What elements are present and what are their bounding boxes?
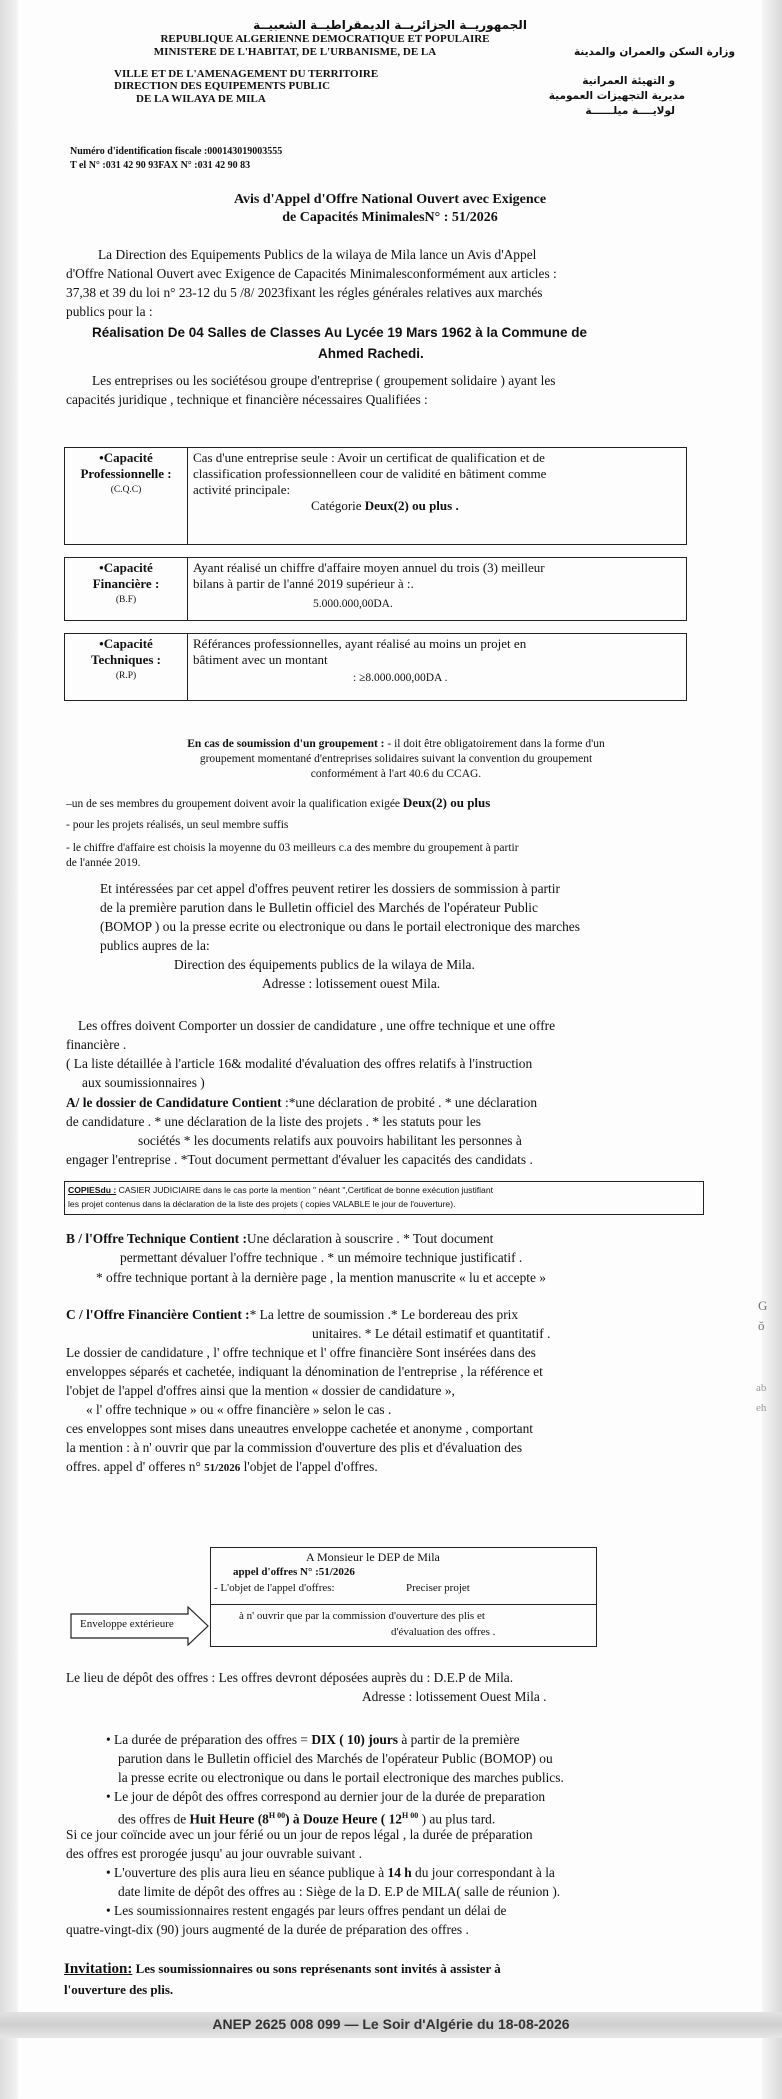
header-arabic-republic: الجمهوريــة الجزائريــة الديمقراطيــة الشعبيــة (253, 18, 527, 32)
ferie-line-2: des offres est prorogée jusqu' au jour ouvrable suivant . (66, 1846, 362, 1861)
dossier-line-3: sociétés * les documents relatifs aux pouvoirs habilitant les personnes à (138, 1133, 522, 1148)
envelope-reference: appel d'offres N° :51/2026 (233, 1566, 355, 1578)
header-arabic-ministry: وزارة السكن والعمران والمدينة (573, 46, 735, 58)
ferie-line-1: Si ce jour coïncide avec un jour férié ou un jour de repos légal , la durée de préparation (66, 1827, 533, 1842)
anep-reference: ANEP 2625 008 099 — Le Soir d'Algérie du 18-08-2026 (212, 2016, 570, 2032)
intro-line-3: 37,38 et 39 du loi n° 23-12 du 5 /8/ 2023fixant les régles générales relatives aux marchés (66, 285, 543, 300)
capacity-text: activité principale: (193, 482, 291, 497)
capacity-row-financial (65, 558, 687, 621)
enveloppes-line-3: l'objet de l'appel d'offres ainsi que la mention « dossier de candidature », (66, 1383, 455, 1398)
retrait-address: Adresse : lotissement ouest Mila. (262, 976, 441, 991)
retrait-line-2: de la première parution dans le Bulletin officiel des Marchés de l'opérateur Public (100, 900, 538, 915)
outer-envelope-label: Enveloppe extérieure (80, 1618, 174, 1630)
capacity-code: (B.F) (115, 595, 137, 605)
capacity-code: (R.P) (115, 671, 137, 681)
delai-ouverture-line-2: date limite de dépôt des offres au : Siège de la D. E.P de MILA( salle de réunion ). (118, 1884, 561, 1899)
financiere-line-1: C / l'Offre Financière Contient :* La lettre de soumission .* Le bordereau des prix (66, 1307, 519, 1322)
margin-mark: ŏ (758, 1318, 765, 1333)
intro-line-4: publics pour la : (66, 304, 153, 319)
capacity-text: bilans à partir de l'anné 2019 supérieur à :. (193, 576, 414, 591)
copies-box (64, 1181, 704, 1215)
delai-preparation-line-2: parution dans le Bulletin officiel des Marchés de l'opérateur Public (BOMOP) ou (118, 1751, 553, 1766)
delai-engagement-line-2: quatre-vingt-dix (90) jours augmenté de la durée de préparation des offres . (66, 1922, 469, 1937)
dossier-line-1: A/ le dossier de Candidature Contient :*une déclaration de probité . * une déclaration (66, 1095, 538, 1110)
eligibility-line-2: capacités juridique , technique et financière nécessaires Qualifiées : (66, 392, 428, 407)
margin-mark: G (758, 1298, 768, 1313)
fiscal-id: Numéro d'identification fiscale :000143019003555 (70, 146, 283, 157)
project-commune: Ahmed Rachedi. (318, 346, 424, 361)
enveloppes-line-5: ces enveloppes sont mises dans uneautres enveloppe cachetée et anonyme , comportant (66, 1421, 534, 1436)
capacity-label: •Capacité (99, 636, 153, 651)
capacity-amount: : ≥8.000.000,00DA . (353, 672, 448, 684)
delai-depot: • Le jour de dépôt des offres correspond au dernier jour de la durée de preparation (106, 1789, 546, 1804)
enveloppes-line-4: « l' offre technique » ou « offre financière » selon le cas . (86, 1402, 392, 1417)
intro-line-1: La Direction des Equipements Publics de la wilaya de Mila lance un Avis d'Appel (98, 247, 537, 262)
page-edge-right (762, 0, 782, 2099)
dossier-line-4: engager l'entreprise . *Tout document permettant d'évaluer les capacités des candidats . (66, 1152, 533, 1167)
delai-ouverture: • L'ouverture des plis aura lieu en séance publique à 14 h du jour correspondant à la (106, 1865, 555, 1880)
capacity-label: •Capacité (99, 450, 153, 465)
intro-line-2: d'Offre National Ouvert avec Exigence de Capacités Minimalesconformément aux articles : (66, 266, 557, 281)
margin-mark: eh (756, 1402, 767, 1414)
capacity-row-professional (65, 448, 687, 545)
capacity-label: Techniques : (91, 652, 161, 667)
envelope-note-2: d'évaluation des offres . (391, 1626, 496, 1638)
header-wilaya: DE LA WILAYA DE MILA (136, 93, 266, 105)
technique-line-2: permettant dévaluer l'offre technique . * un mémoire technique justificatif . (120, 1250, 523, 1265)
eligibility-line-1: Les entreprises ou les sociétésou groupe d'entreprise ( groupement solidaire ) ayant les (92, 373, 556, 388)
capacity-row-technical (65, 634, 687, 701)
enveloppes-line-6: la mention : à n' ouvrir que par la commission d'ouverture des plis et d'évaluation des (66, 1440, 523, 1455)
capacity-text: Ayant réalisé un chiffre d'affaire moyen annuel du trois (3) meilleur (193, 560, 545, 575)
copies-line-2: les projet contenus dans la déclaration de la liste des projets ( copies VALABLE le jour de l'ouverture). (68, 1199, 456, 1209)
offres-line-1: Les offres doivent Comporter un dossier de candidature , une offre technique et une offre (78, 1018, 556, 1033)
invitation-line-1: Invitation: Les soumissionnaires ou sons représenants sont invités à assister à (64, 1961, 501, 1977)
envelope-divider (211, 1604, 596, 1605)
retrait-line-4: publics aupres de la: (100, 938, 210, 953)
groupement-line-3: conformément à l'art 40.6 du CCAG. (310, 768, 482, 780)
offres-line-3: ( La liste détaillée à l'article 16& modalité d'évaluation des offres relatifs à l'instruction (66, 1056, 533, 1071)
capacity-text: classification professionnelleen cour de validité en bâtiment comme (193, 466, 547, 481)
notice-number: de Capacités MinimalesN° : 51/2026 (282, 210, 498, 225)
header-republic: REPUBLIQUE ALGERIENNE DEMOCRATIQUE ET POPULAIRE (160, 33, 490, 45)
depot-address: Adresse : lotissement Ouest Mila . (362, 1689, 547, 1704)
delai-engagement: • Les soumissionnaires restent engagés par leurs offres pendant un délai de (106, 1903, 507, 1918)
capacity-label: Financière : (92, 576, 160, 591)
page-edge-left (0, 0, 18, 2099)
project-title: Réalisation De 04 Salles de Classes Au Lycée 19 Mars 1962 à la Commune de (92, 325, 587, 340)
retrait-direction: Direction des équipements publics de la wilaya de Mila. (174, 957, 475, 972)
enveloppes-line-7: offres. appel d' offeres n° 51/2026 l'objet de l'appel d'offres. (66, 1459, 378, 1474)
technique-line-1: B / l'Offre Technique Contient :Une déclaration à souscrire . * Tout document (66, 1231, 494, 1246)
enveloppes-line-1: Le dossier de candidature , l' offre technique et l' offre financière Sont insérées dans des (66, 1345, 536, 1360)
invitation-line-2: l'ouverture des plis. (64, 1982, 174, 1997)
margin-mark: ab (756, 1382, 767, 1394)
notice-title: Avis d'Appel d'Offre National Ouvert avec Exigence (233, 192, 547, 207)
header-arabic-wilaya: لولايــــة ميلــــــة (585, 105, 675, 117)
groupement-bullet-projects: - pour les projets réalisés, un seul membre suffis (66, 819, 289, 831)
delai-preparation-line-3: la presse ecrite ou electronique ou dans le portail electronique des marches publics. (118, 1770, 564, 1785)
capacity-label: Professionnelle : (80, 466, 172, 481)
capacity-code: (C.Q.C) (110, 485, 142, 495)
envelope-object-value: Preciser projet (406, 1582, 470, 1594)
offres-line-4: aux soumissionnaires ) (82, 1075, 205, 1090)
envelope-object-label: - L'objet de l'appel d'offres: (214, 1582, 335, 1594)
header-arabic-direction: مديرية التجهيزات العمومية (548, 90, 685, 102)
enveloppes-line-2: enveloppes séparés et cachetée, indiquant la dénomination de l'entreprise , la référence et (66, 1364, 543, 1379)
phone-fax: T el N° :031 42 90 93FAX N° :031 42 90 83 (70, 160, 251, 171)
financiere-line-2: unitaires. * Le détail estimatif et quantitatif . (312, 1326, 551, 1341)
groupement-bullet-ca: - le chiffre d'affaire est choisis la moyenne du 03 meilleurs c.a des membre du groupement à partir (66, 842, 519, 854)
capacity-category: Catégorie Deux(2) ou plus . (311, 498, 459, 513)
envelope-recipient: A Monsieur le DEP de Mila (306, 1550, 440, 1564)
delai-depot-hours: des offres de Huit Heure $(8^{H 00})$ à Douze Heure ( $12^{H 00}$ ) au plus tard. (118, 1811, 496, 1827)
envelope-address-box (210, 1547, 597, 1647)
groupement-bullet-ca-year: de l'année 2019. (66, 857, 141, 869)
depot-line-1: Le lieu de dépôt des offres : Les offres devront déposées auprès du : D.E.P de Mila. (66, 1670, 514, 1685)
retrait-line-3: (BOMOP ) ou la presse ecrite ou electronique ou dans le portail electronique des marches (100, 919, 580, 934)
anep-footer (0, 2012, 782, 2038)
capacity-text: Cas d'une entreprise seule : Avoir un certificat de qualification et de (193, 450, 545, 465)
header-direction: DIRECTION DES EQUIPEMENTS PUBLIC (114, 80, 331, 92)
dossier-line-2: de candidature . * une déclaration de la liste des projets . * les statuts pour les (66, 1114, 481, 1129)
offres-line-2: financière . (66, 1037, 127, 1052)
groupement-line-2: groupement momentané d'entreprises solidaires suivant la convention du groupement (199, 753, 593, 765)
capacities-table (64, 447, 687, 701)
envelope-note-1: à n' ouvrir que par la commission d'ouverture des plis et (239, 1610, 485, 1622)
capacity-text: bâtiment avec un montant (193, 652, 328, 667)
capacity-text: Référances professionnelles, ayant réalisé au moins un projet en (193, 636, 527, 651)
groupement-bullet-qualification: –un de ses membres du groupement doivent avoir la qualification exigée Deux(2) ou plus (66, 795, 491, 810)
delai-preparation: • La durée de préparation des offres = DIX ( 10) jours à partir de la première (106, 1732, 520, 1747)
copies-line-1: COPIESdu : CASIER JUDICIAIRE dans le cas porte la mention " néant ",Certificat de bonne exécution justifiant (68, 1185, 494, 1195)
capacity-amount: 5.000.000,00DA. (313, 598, 393, 610)
groupement-line-1: En cas de soumission d'un groupement : - il doit être obligatoirement dans la forme d'un (187, 738, 605, 750)
technique-line-3: * offre technique portant à la dernière page , la mention manuscrite « lu et accepte » (96, 1270, 547, 1285)
capacity-label: •Capacité (99, 560, 153, 575)
header-ministry: MINISTERE DE L'HABITAT, DE L'URBANISME, DE LA (153, 46, 437, 58)
retrait-line-1: Et intéressées par cet appel d'offres peuvent retirer les dossiers de sommission à partir (100, 881, 560, 896)
header-arabic-urbanism: و التهيئة العمرانية (582, 75, 675, 87)
header-ministry-cont: VILLE ET DE L'AMENAGEMENT DU TERRITOIRE (114, 68, 379, 80)
